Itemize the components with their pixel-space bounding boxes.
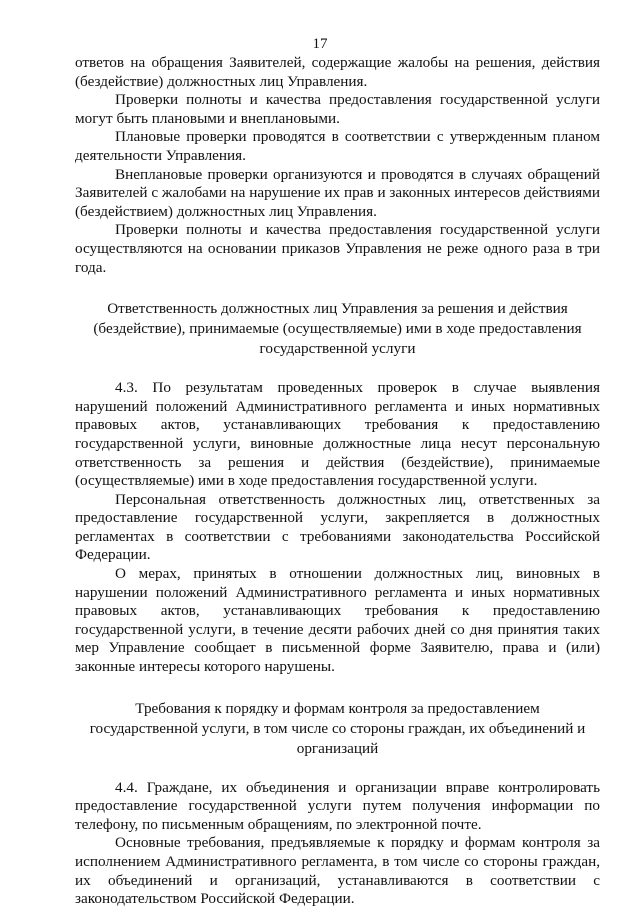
document-body [75,54,600,909]
page-number: 17 [312,36,328,52]
section-heading-responsibility: Ответственность должностных лиц Управления за решения и действия (бездействие), принимаемые (осуществляемые) ими в ходе предоставления государственной услуги [93,300,582,358]
paragraph: 4.4. Граждане, их объединения и организации вправе контролировать предоставление государственной услуги путем получения информации по телефону, по письменным обращениям, по электронной почте. [75,778,600,833]
paragraph: Проверки полноты и качества предоставления государственной услуги могут быть плановыми и внеплановыми. [75,91,600,127]
paragraph: Основные требования, предъявляемые к порядку и формам контроля за исполнением Административного регламента, в том числе со стороны граждан, их объединений и организаций, устанавливаются в соответствии с законодательством Российской Федерации. [75,834,600,908]
paragraph: Проверки полноты и качества предоставления государственной услуги осуществляются на основании приказов Управления не реже одного раза в три года. [75,221,600,276]
paragraph-continuation: ответов на обращения Заявителей, содержащие жалобы на решения, действия (бездействие) должностных лиц Управления. [75,54,600,90]
paragraph: Персональная ответственность должностных лиц, ответственных за предоставление государственной услуги, закрепляется в должностных регламентах в соответствии с требованиями законодательства Российской Федерации. [75,490,600,564]
paragraph: Внеплановые проверки организуются и проводятся в случаях обращений Заявителей с жалобами на нарушение их прав и законных интересов действиями (бездействием) должностных лиц Управления. [75,165,600,220]
section-heading-control-requirements: Требования к порядку и формам контроля за предоставлением государственной услуги, в том числе со стороны граждан, их объединений и организаций [89,699,586,757]
paragraph: Плановые проверки проводятся в соответствии с утвержденным планом деятельности Управления. [75,128,600,164]
paragraph: 4.3. По результатам проведенных проверок в случае выявления нарушений положений Административного регламента и иных нормативных правовых актов, устанавливающих требования к предоставлению государственной услуги, виновные должностные лица несут персональную ответственность за решения и действия (бездействие), принимаемые (осуществляемые) ими в ходе предоставления государственной услуги. [75,379,600,490]
paragraph: О мерах, принятых в отношении должностных лиц, виновных в нарушении положений Административного регламента и иных нормативных правовых актов, устанавливающих требования к предоставлению государственной услуги, в течение десяти рабочих дней со дня принятия таких мер Управление сообщает в письменной форме Заявителю, права и (или) законные интересы которого нарушены. [75,565,600,676]
